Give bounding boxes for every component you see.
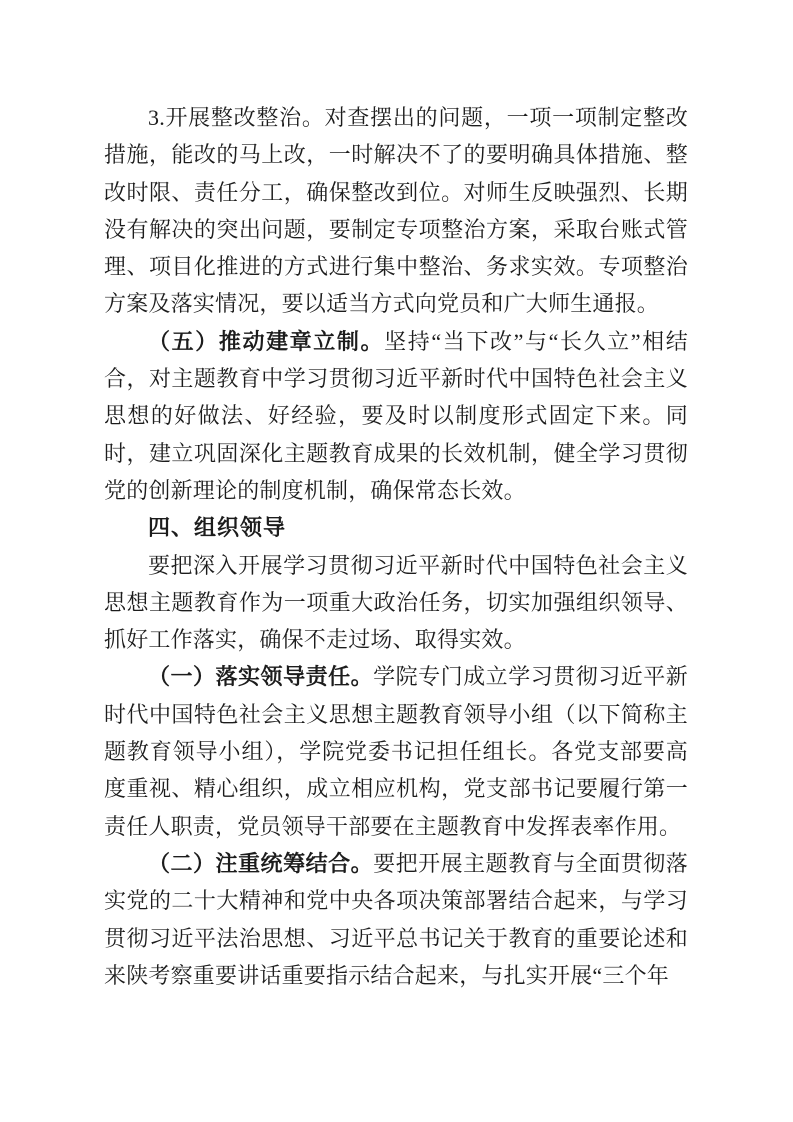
paragraph-text: 学院专门成立学习贯彻习近平新时代中国特色社会主义思想主题教育领导小组（以下简称主题教育领导小组），学院党委书记担任组长。各党支部要高度重视、精心组织，成立相应机构，党支部书记要履行第一责任人职责，党员领导干部要在主题教育中发挥表率作用。 bbox=[104, 664, 688, 839]
paragraph-lead: （一）落实领导责任。 bbox=[148, 664, 374, 690]
paragraph-institution-building bbox=[104, 323, 688, 509]
document-text bbox=[104, 99, 688, 994]
paragraph-coordination bbox=[104, 845, 688, 994]
paragraph-text: 3.开展整改整治。对查摆出的问题，一项一项制定整改措施，能改的马上改，一时解决不了的要明确具体措施、整改时限、责任分工，确保整改到位。对师生反映强烈、长期没有解决的突出问题，要制定专项整治方案，采取台账式管理、项目化推进的方式进行集中整治、务求实效。专项整治方案及落实情况，要以适当方式向党员和广大师生通报。 bbox=[104, 105, 688, 317]
paragraph-lead: （二）注重统筹结合。 bbox=[148, 850, 374, 876]
paragraph-rectification-item3 bbox=[104, 99, 688, 323]
paragraph-lead: （五）推动建章立制。 bbox=[148, 328, 385, 354]
section-heading-text: 四、组织领导 bbox=[148, 515, 287, 541]
paragraph-leadership-responsibility bbox=[104, 658, 688, 844]
paragraph-text: 坚持“当下改”与“长久立”相结合，对主题教育中学习贯彻习近平新时代中国特色社会主义思想的好做法、好经验，要及时以制度形式固定下来。同时，建立巩固深化主题教育成果的长效机制，健全学习贯彻党的创新理论的制度机制，确保常态长效。 bbox=[104, 328, 688, 503]
paragraph-text: 要把深入开展学习贯彻习近平新时代中国特色社会主义思想主题教育作为一项重大政治任务，切实加强组织领导、抓好工作落实，确保不走过场、取得实效。 bbox=[104, 552, 688, 653]
paragraph-political-task bbox=[104, 547, 688, 659]
paragraph-text: 要把开展主题教育与全面贯彻落实党的二十大精神和党中央各项决策部署结合起来，与学习贯彻习近平法治思想、习近平总书记关于教育的重要论述和来陕考察重要讲话重要指示结合起来，与扎实开展“三个年 bbox=[104, 850, 688, 988]
section-heading-organizational-leadership bbox=[104, 509, 688, 546]
